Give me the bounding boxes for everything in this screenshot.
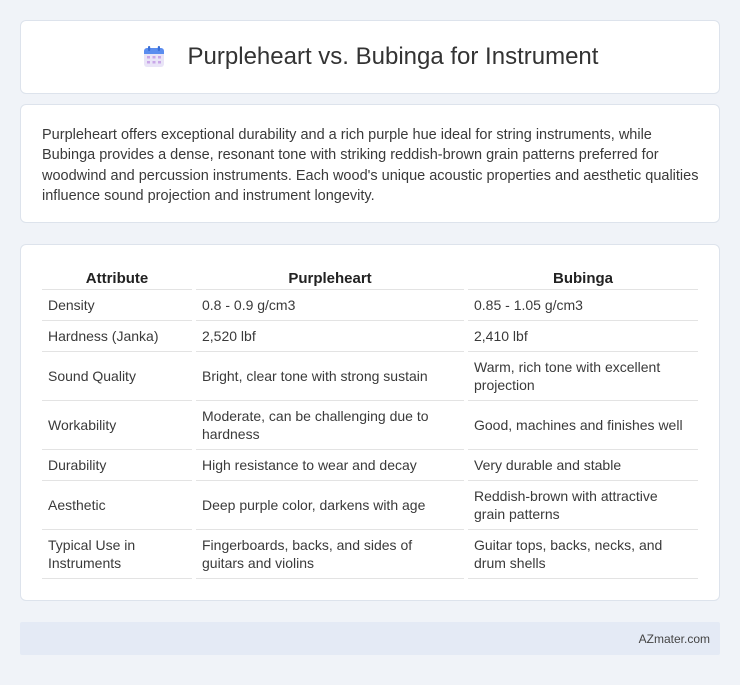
table-cell: 2,520 lbf xyxy=(196,321,464,352)
table-row xyxy=(42,321,698,352)
description-card xyxy=(20,104,720,223)
table-cell: Density xyxy=(42,290,192,321)
table-cell: Workability xyxy=(42,401,192,450)
column-header: Attribute xyxy=(42,264,192,290)
table-cell: 0.8 - 0.9 g/cm3 xyxy=(196,290,464,321)
table-card xyxy=(20,244,720,601)
footer-brand: AZmater.com xyxy=(638,631,710,646)
table-cell: Reddish-brown with attractive grain patterns xyxy=(468,481,698,530)
table-cell: 0.85 - 1.05 g/cm3 xyxy=(468,290,698,321)
table-cell: Moderate, can be challenging due to hardness xyxy=(196,401,464,450)
table-cell: Deep purple color, darkens with age xyxy=(196,481,464,530)
footer xyxy=(20,622,720,655)
table-row xyxy=(42,401,698,450)
description-text: Purpleheart offers exceptional durability and a rich purple hue ideal for string instruments, while Bubinga provides a dense, resonant tone with striking reddish-brown grain patterns preferred for woodwind and percussion instruments. Each wood's unique acoustic properties and aesthetic qualities influence sound projection and instrument longevity. xyxy=(42,127,699,204)
calendar-icon xyxy=(142,45,166,69)
table-row xyxy=(42,450,698,481)
table-row xyxy=(42,530,698,579)
table-header-row xyxy=(42,264,698,290)
table-cell: Sound Quality xyxy=(42,352,192,401)
column-header: Bubinga xyxy=(468,264,698,290)
page-title: Purpleheart vs. Bubinga for Instrument xyxy=(187,43,599,70)
table-cell: High resistance to wear and decay xyxy=(196,450,464,481)
table-cell: Very durable and stable xyxy=(468,450,698,481)
table-cell: Fingerboards, backs, and sides of guitars and violins xyxy=(196,530,464,579)
title-card xyxy=(20,20,720,94)
table-row xyxy=(42,352,698,401)
table-cell: Warm, rich tone with excellent projection xyxy=(468,352,698,401)
comparison-table xyxy=(42,264,698,579)
table-cell: Hardness (Janka) xyxy=(42,321,192,352)
table-cell: Guitar tops, backs, necks, and drum shells xyxy=(468,530,698,579)
table-cell: Aesthetic xyxy=(42,481,192,530)
table-row xyxy=(42,481,698,530)
column-header: Purpleheart xyxy=(196,264,464,290)
table-cell: Typical Use in Instruments xyxy=(42,530,192,579)
table-cell: Bright, clear tone with strong sustain xyxy=(196,352,464,401)
table-cell: Good, machines and finishes well xyxy=(468,401,698,450)
title-wrap xyxy=(142,43,599,71)
table-row xyxy=(42,290,698,321)
table-cell: 2,410 lbf xyxy=(468,321,698,352)
table-cell: Durability xyxy=(42,450,192,481)
